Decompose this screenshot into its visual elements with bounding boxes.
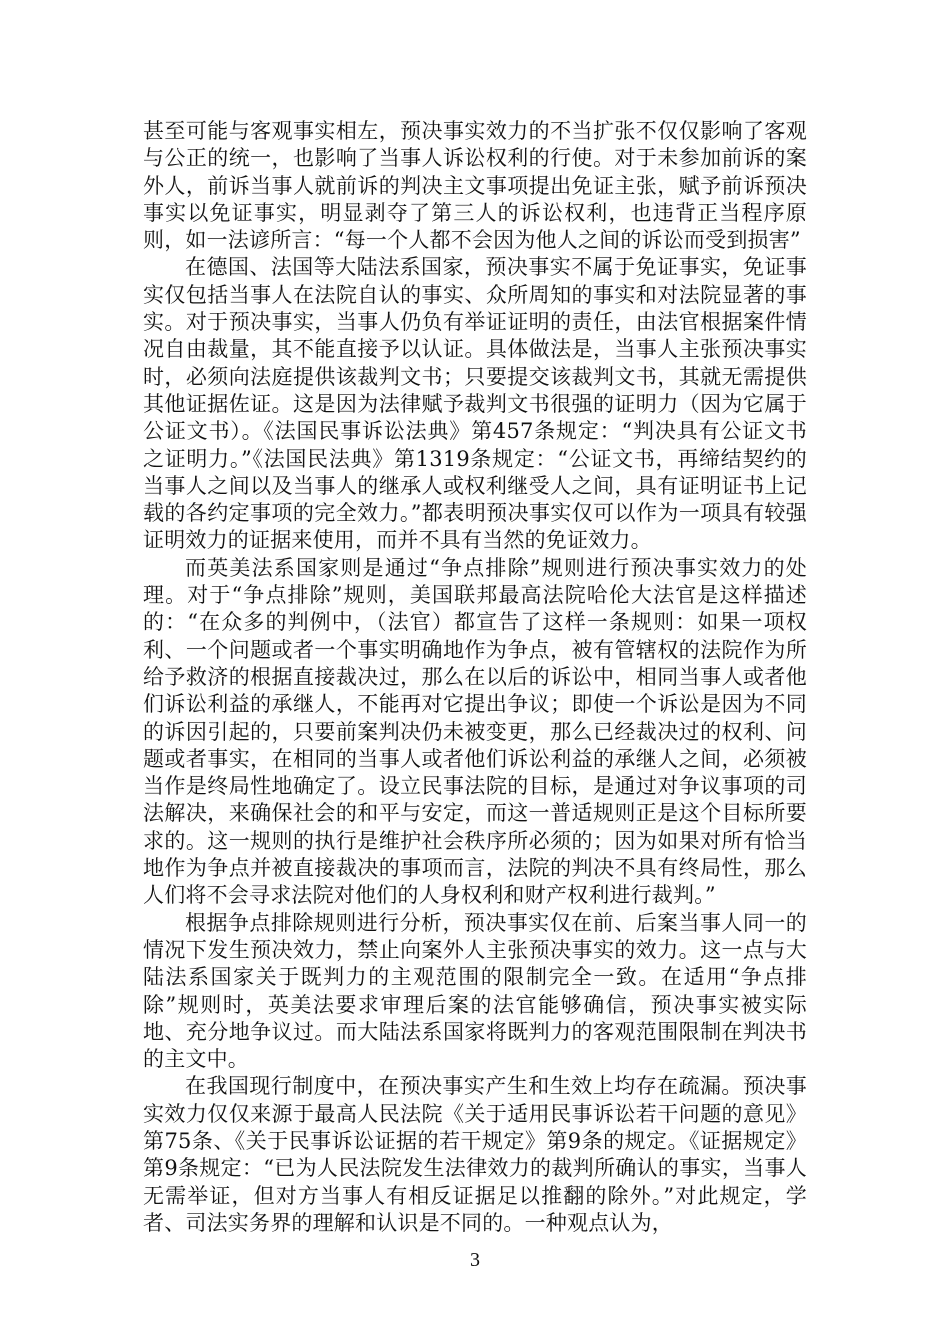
paragraph-civil-law-countries: 在德国、法国等大陆法系国家，预决事实不属于免证事实，免证事实仅包括当事人在法院自认的事实、众所周知的事实和对法院显著的事实。对于预决事实，当事人仍负有举证证明的责任，由法官根据案件情况自由裁量，其不能直接予以认证。具体做法是，当事人主张预决事实时，必须向法庭提供该裁判文书；只要提交该裁判文书，其就无需提供其他证据佐证。这是因为法律赋予裁判文书很强的证明力（因为它属于公证文书）。《法国民事诉讼法典》第457条规定：“判决具有公证文书之证明力。”《法国民法典》第1319条规定：“公证文书，再缔结契约的当事人之间以及当事人的继承人或权利继受人之间，具有证明证书上记载的各约定事项的完全效力。”都表明预决事实仅可以作为一项具有较强证明效力的证据来使用，而并不具有当然的免证效力。 xyxy=(143,255,807,553)
paragraph-common-law-countries: 而英美法系国家则是通过“争点排除”规则进行预决事实效力的处理。对于“争点排除”规则，美国联邦最高法院哈伦大法官是这样描述的：“在众多的判例中，（法官）都宣告了这样一条规则：如果一项权利、一个问题或者一个事实明确地作为争点，被有管辖权的法院作为所给予救济的根据直接裁决过，那么在以后的诉讼中，相同当事人或者他们诉讼利益的承继人，不能再对它提出争议；即使一个诉讼是因为不同的诉因引起的，只要前案判决仍未被变更，那么已经裁决过的权利、问题或者事实，在相同的当事人或者他们诉讼利益的承继人之间，必须被当作是终局性地确定了。设立民事法院的目标，是通过对争议事项的司法解决，来确保社会的和平与安定，而这一普适规则正是这个目标所要求的。这一规则的执行是维护社会秩序所必须的；因为如果对所有恰当地作为争点并被直接裁决的事项而言，法院的判决不具有终局性，那么人们将不会寻求法院对他们的人身权利和财产权利进行裁判。” xyxy=(143,555,807,908)
document-body xyxy=(143,118,807,1237)
paragraph-continuation: 甚至可能与客观事实相左，预决事实效力的不当扩张不仅仅影响了客观与公正的统一，也影响了当事人诉讼权利的行使。对于未参加前诉的案外人，前诉当事人就前诉的判决主文事项提出免证主张，赋予前诉预决事实以免证事实，明显剥夺了第三人的诉讼权利，也违背正当程序原则，如一法谚所言：“每一个人都不会因为他人之间的诉讼而受到损害” xyxy=(143,119,807,253)
paragraph-chinese-current-system: 在我国现行制度中，在预决事实产生和生效上均存在疏漏。预决事实效力仅仅来源于最高人民法院《关于适用民事诉讼若干问题的意见》第75条、《关于民事诉讼证据的若干规定》第9条的规定。《证据规定》第9条规定：“已为人民法院发生法律效力的裁判所确认的事实，当事人无需举证，但对方当事人有相反证据足以推翻的除外。”对此规定，学者、司法实务界的理解和认识是不同的。一种观点认为， xyxy=(143,1074,807,1235)
page-number: 3 xyxy=(470,1249,480,1271)
paragraph-issue-preclusion-analysis: 根据争点排除规则进行分析，预决事实仅在前、后案当事人同一的情况下发生预决效力，禁止向案外人主张预决事实的效力。这一点与大陆法系国家关于既判力的主观范围的限制完全一致。在适用“争点排除”规则时，英美法要求审理后案的法官能够确信，预决事实被实际地、充分地争议过。而大陆法系国家将既判力的客观范围限制在判决书的主文中。 xyxy=(143,910,807,1072)
